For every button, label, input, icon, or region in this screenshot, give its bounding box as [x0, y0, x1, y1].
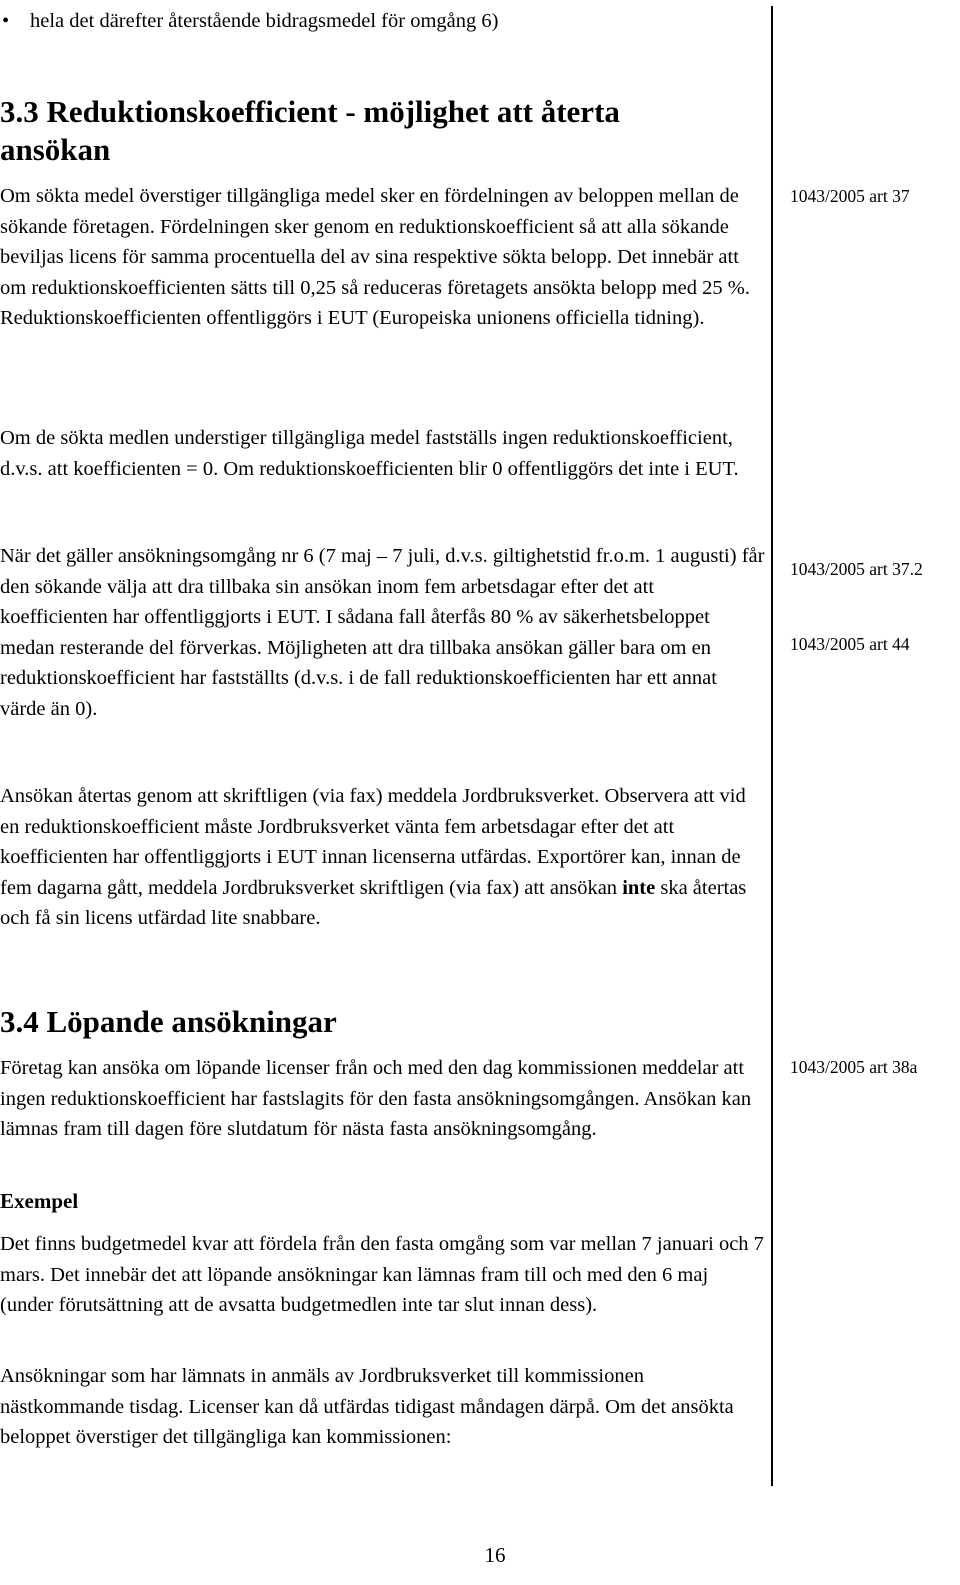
margin-ref-art-44: 1043/2005 art 44 — [790, 634, 910, 654]
section-heading-3-3: 3.3 Reduktionskoefficient - möjlighet att återta ansökan — [0, 94, 620, 167]
bullet-dot-icon: • — [2, 10, 10, 32]
paragraph-text-end: ska återtas och få sin licens utfärdad lite snabbare. — [0, 876, 747, 929]
page-number: 16 — [484, 1543, 506, 1567]
paragraph-withdraw-procedure — [0, 781, 765, 934]
example-heading: Exempel — [0, 1189, 79, 1213]
paragraph-reduction-intro: Om sökta medel överstiger tillgängliga medel sker en fördelningen av beloppen mellan de sökande företagen. Fördelningen sker genom en reduktionskoefficient så att alla sökande beviljas licens för samma procentuella del av sina respektive sökta belopp. Det innebär att om reduktionskoefficienten sätts till 0,25 så reduceras företagets ansökta belopp med 25 %. Reduktionskoefficienten offentliggörs i EUT (Europeiska unionens officiella tidning). — [0, 185, 750, 329]
margin-ref-art-37-2: 1043/2005 art 37.2 — [790, 559, 923, 579]
margin-divider — [771, 6, 773, 1486]
paragraph-no-coefficient: Om de sökta medlen understiger tillgängliga medel fastställs ingen reduktionskoefficient, d.v.s. att koefficienten = 0. Om reduktionskoefficienten blir 0 offentliggörs det inte i EUT. — [0, 427, 739, 480]
margin-ref-art-37: 1043/2005 art 37 — [790, 186, 910, 206]
section-heading-3-4: 3.4 Löpande ansökningar — [0, 1004, 337, 1039]
paragraph-ongoing-applications: Företag kan ansöka om löpande licenser från och med den dag kommissionen meddelar att ingen reduktionskoefficient har fastslagits för den fasta ansökningsomgången. Ansökan kan lämnas fram till dagen före slutdatum för nästa fasta ansökningsomgång. — [0, 1057, 752, 1140]
paragraph-example: Det finns budgetmedel kvar att fördela från den fasta omgång som var mellan 7 januari och 7 mars. Det innebär det att löpande ansökningar kan lämnas fram till och med den 6 maj (under förutsättning att de avsatta budgetmedlen inte tar slut innan dess). — [0, 1233, 764, 1316]
emphasis-inte: inte — [622, 876, 656, 899]
paragraph-withdrawal: När det gäller ansökningsomgång nr 6 (7 maj – 7 juli, d.v.s. giltighetstid fr.o.m. 1 augusti) får den sökande välja att dra tillbaka sin ansökan inom fem arbetsdagar efter det att koefficienten har offentliggjorts i EUT. I sådana fall återfås 80 % av säkerhetsbeloppet medan resterande del förverkas. Möjligheten att dra tillbaka ansökan gäller bara om en reduktionskoefficient har fastställts (d.v.s. i de fall reduktionskoefficienten har ett annat värde än 0). — [0, 545, 765, 720]
bullet-item — [0, 6, 765, 38]
margin-ref-art-38a: 1043/2005 art 38a — [790, 1057, 918, 1077]
paragraph-commission-notify: Ansökningar som har lämnats in anmäls av Jordbruksverket till kommissionen nästkommande tisdag. Licenser kan då utfärdas tidigast måndagen därpå. Om det ansökta beloppet överstiger det tillgängliga kan kommissionen: — [0, 1365, 734, 1448]
bullet-text: hela det därefter återstående bidragsmedel för omgång 6) — [30, 10, 499, 32]
paragraph-text-start: Ansökan återtas genom att skriftligen (via fax) meddela Jordbruksverket. Observera att vid en reduktionskoefficient måste Jordbruksverket vänta fem arbetsdagar efter det att koefficienten har offentliggjorts i EUT innan licenserna utfärdas. Exportörer kan, innan de fem dagarna gått, meddela Jordbruksverket skriftligen (via fax) att ansökan — [0, 785, 746, 899]
